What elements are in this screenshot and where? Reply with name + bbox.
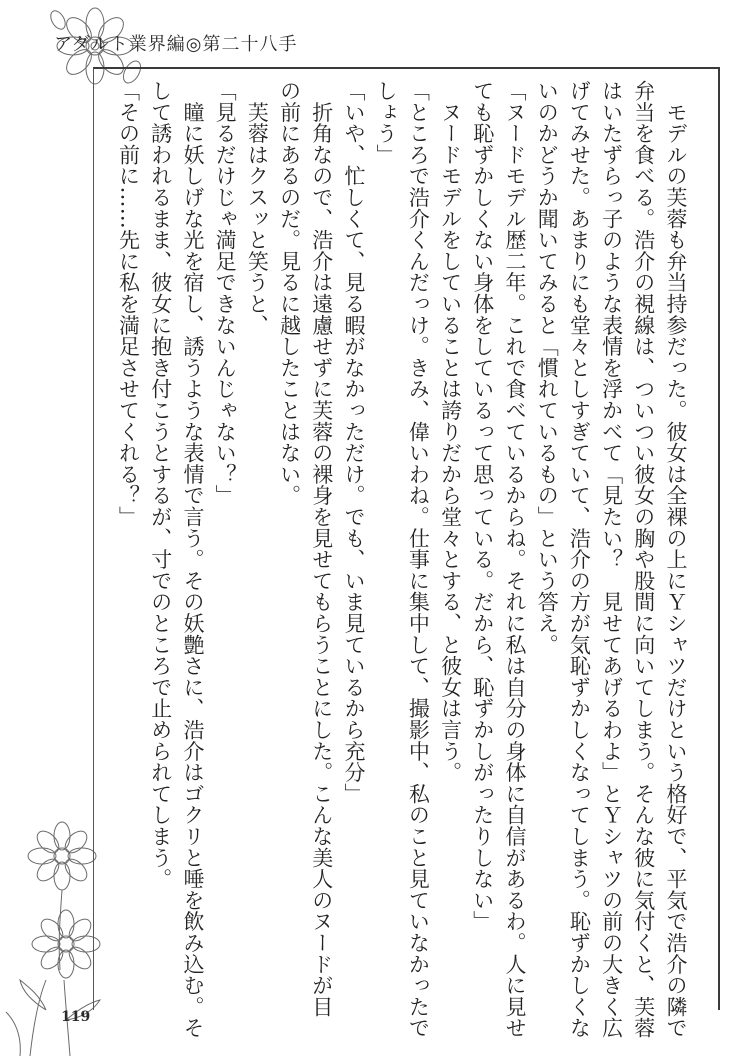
running-header-title: アダルト業界編◎第二十八手 bbox=[54, 34, 298, 55]
vertical-body-text: モデルの芙蓉も弁当持参だった。彼女は全裸の上にＹシャツだけという格好で、平気で浩介の隣で 弁当を食べる。浩介の視線は、ついつい彼女の胸や股間に向いてしまう。そんな彼に気付くと、芙蓉 はいたずらっ子のような表情を浮かべて「見たい？ 見せてあげるわよ」とＹシャツの前の大きく広 げてみせた。あまりにも堂々としすぎていて、浩介の方が気恥ずかしくなってしまう。恥ずかしくな いのかどうか聞いてみると「慣れているもの」という答え。 「ヌードモデル歴二年。これで食べているからね。それに私は自分の身体に自信があるわ。人に見せ ても恥ずかしくない身体をしているって思っている。だから、恥ずかしがったりしない」 ヌードモデルをしていることは誇りだから堂々とする、と彼女は言う。 「ところで浩介くんだっけ。きみ、偉いわね。仕事に集中して、撮影中、私のこと見ていなかったで しょう」 「いや、忙しくて、見る暇がなかっただけ。でも、いま見ているから充分」 折角なので、浩介は遠慮せずに芙蓉の裸身を見せてもらうことにした。こんな美人のヌードが目 の前にあるのだ。見るに越したことはない。 芙蓉はクスッと笑うと、 「見るだけじゃ満足できないんじゃない？」 瞳に妖しげな光を宿し、誘うような表情で言う。その妖艶さに、浩介はゴクリと唾を飲み込む。そ して誘われるまま、彼女に抱き付こうとするが、寸でのところで止められてしまう。 「その前に……先に私を満足させてくれる？」 bbox=[116, 80, 688, 1039]
page-number: 119 bbox=[61, 1009, 91, 1025]
